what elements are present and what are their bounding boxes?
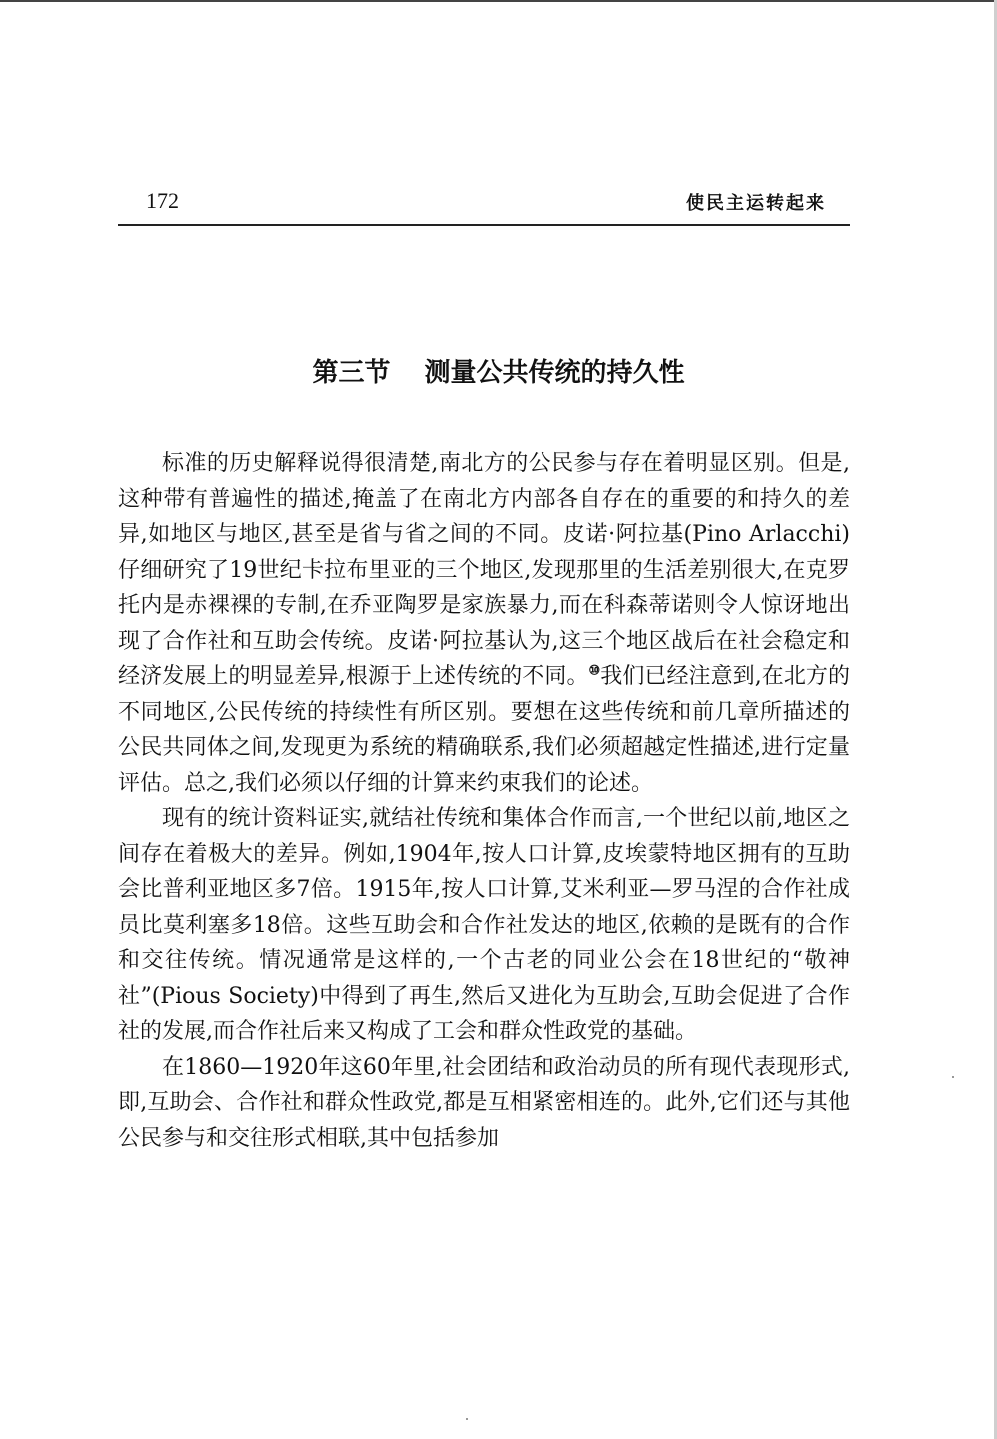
footnote-marker[interactable]: ⑩ xyxy=(588,663,601,679)
scan-speck xyxy=(466,1418,468,1420)
section-heading xyxy=(0,352,997,389)
paragraph-2: 现有的统计资料证实,就结社传统和集体合作而言,一个世纪以前,地区之间存在着极大的差异。例如,1904年,按人口计算,皮埃蒙特地区拥有的互助会比普利亚地区多7倍。1915年,按人口计算,艾米利亚—罗马涅的合作社成员比莫利塞多18倍。这些互助会和合作社发达的地区,依赖的是既有的合作和交往传统。情况通常是这样的,一个古老的同业公会在18世纪的“敬神社”(Pious Society)中得到了再生,然后又进化为互助会,互助会促进了合作社的发展,而合作社后来又构成了工会和群众性政党的基础。 xyxy=(118,806,850,1044)
scan-speck xyxy=(952,1076,954,1078)
header-rule xyxy=(118,224,850,226)
body-text xyxy=(118,446,850,1156)
page-number: 172 xyxy=(146,188,179,213)
paragraph-1 xyxy=(118,446,850,801)
paragraph-1-continuation: 我们已经注意到,在北方的不同地区,公民传统的持续性有所区别。要想在这些传统和前几章所描述的公民共同体之间,发现更为系统的精确联系,我们必须超越定性描述,进行定量评估。总之,我们必须以仔细的计算来约束我们的论述。 xyxy=(118,664,851,796)
section-title: 测量公共传统的持久性 xyxy=(424,357,685,388)
section-number: 第三节 xyxy=(312,357,391,388)
scan-top-edge xyxy=(0,0,997,2)
book-title: 使民主运转起来 xyxy=(686,193,826,214)
paragraph-1-text: 标准的历史解释说得很清楚,南北方的公民参与存在着明显区别。但是,这种带有普遍性的描述,掩盖了在南北方内部各自存在的重要的和持久的差异,如地区与地区,甚至是省与省之间的不同。皮诺·阿拉基(Pino Arlacchi)仔细研究了19世纪卡拉布里亚的三个地区,发现那里的生活差别很大,在克罗托内是赤裸裸的专制,在乔亚陶罗是家族暴力,而在科森蒂诺则令人惊讶地出现了合作社和互助会传统。皮诺·阿拉基认为,这三个地区战后在社会稳定和经济发展上的明显差异,根源于上述传统的不同。 xyxy=(118,451,850,689)
running-head xyxy=(118,186,850,220)
paragraph-3: 在1860—1920年这60年里,社会团结和政治动员的所有现代表现形式,即,互助会、合作社和群众性政党,都是互相紧密相连的。此外,它们还与其他公民参与和交往形式相联,其中包括参加 xyxy=(118,1054,850,1151)
